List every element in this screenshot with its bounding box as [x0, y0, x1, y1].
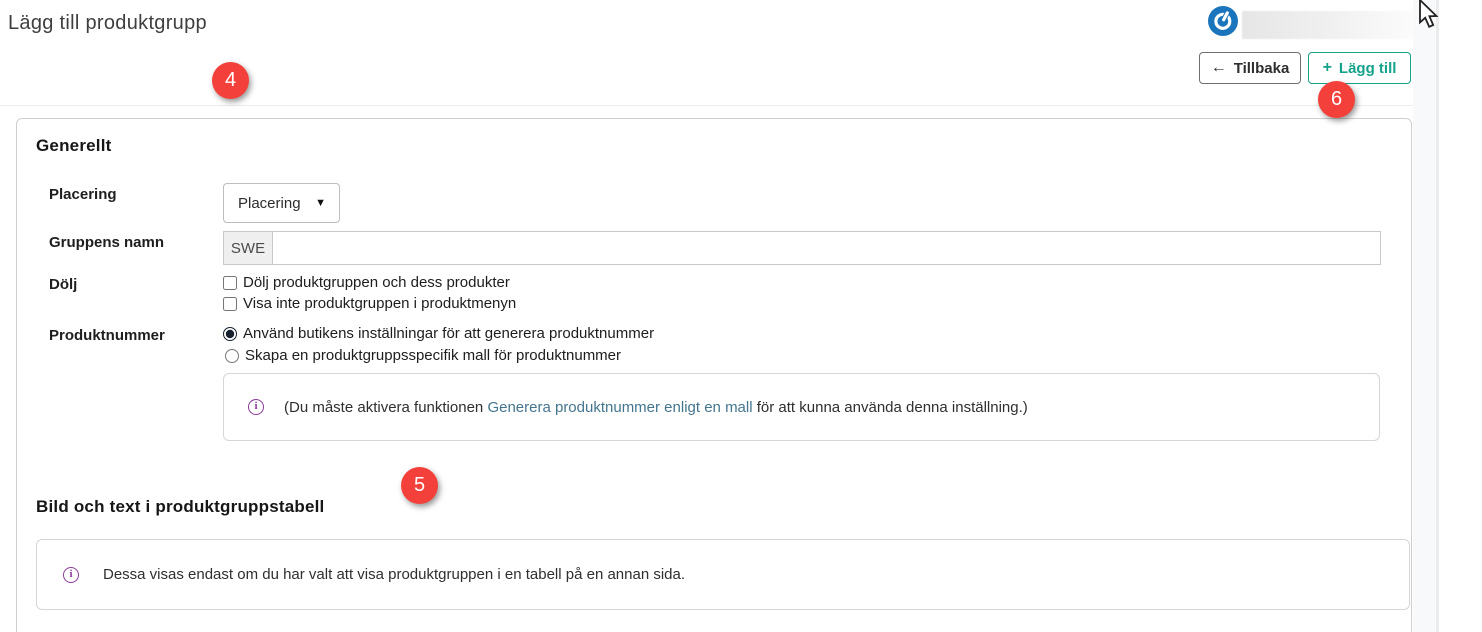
brand-power-logo-icon	[1208, 6, 1238, 36]
redacted-store-name	[1242, 11, 1415, 39]
dolj-label: Dölj	[49, 276, 78, 293]
mouse-cursor-icon	[1418, 0, 1444, 30]
plus-icon: +	[1322, 59, 1332, 76]
placering-label: Placering	[49, 186, 117, 203]
hide-group-checkbox[interactable]	[223, 276, 237, 290]
right-divider	[1436, 0, 1439, 632]
annotation-badge-5: 5	[401, 467, 438, 504]
info-icon: i	[63, 567, 79, 583]
group-template-radio-row[interactable]	[225, 347, 621, 364]
table-section-info-box	[36, 539, 1410, 610]
group-template-radio-label: Skapa en produktgruppsspecifik mall för produktnummer	[245, 347, 622, 364]
produktnummer-info-box	[223, 373, 1380, 441]
annotation-badge-4: 4	[212, 62, 249, 99]
language-prefix-badge: SWE	[224, 232, 273, 264]
back-button-label: Tillbaka	[1233, 59, 1290, 77]
page-title: Lägg till produktgrupp	[8, 12, 207, 34]
placering-dropdown[interactable]	[223, 183, 340, 223]
gruppens-namn-input-group	[223, 231, 1381, 265]
hide-in-menu-checkbox[interactable]	[223, 297, 237, 311]
hide-group-checkbox-label: Dölj produktgruppen och dess produkter	[243, 274, 510, 291]
chevron-down-icon: ▼	[315, 197, 326, 209]
hide-in-menu-checkbox-label: Visa inte produktgruppen i produktmenyn	[243, 295, 517, 312]
table-section-info-text: Dessa visas endast om du har valt att visa produktgruppen i en tabell på en annan sida.	[103, 566, 686, 583]
back-button[interactable]	[1199, 52, 1301, 84]
produktnummer-label: Produktnummer	[49, 327, 165, 344]
info-text-before: (Du måste aktivera funktionen	[284, 398, 488, 416]
add-button[interactable]	[1308, 52, 1411, 84]
hide-in-menu-checkbox-row[interactable]	[223, 295, 516, 312]
scrollbar-track[interactable]	[1413, 0, 1436, 632]
group-template-radio[interactable]	[225, 349, 239, 363]
hide-group-checkbox-row[interactable]	[223, 274, 510, 291]
store-settings-radio-label: Använd butikens inställningar för att generera produktnummer	[243, 325, 655, 342]
store-settings-radio-row[interactable]	[223, 325, 654, 342]
produktnummer-info-text	[284, 399, 1028, 416]
section-heading-generellt: Generellt	[36, 136, 112, 155]
info-text-after: för att kunna använda denna inställning.)	[752, 398, 1028, 416]
placering-dropdown-value: Placering	[238, 194, 301, 212]
info-icon: i	[248, 399, 264, 415]
store-settings-radio[interactable]	[223, 327, 237, 341]
annotation-badge-6: 6	[1318, 81, 1355, 118]
add-button-label: Lägg till	[1338, 59, 1397, 77]
product-group-form-card	[16, 118, 1412, 632]
gruppens-namn-label: Gruppens namn	[49, 234, 165, 251]
back-arrow-icon: ←	[1210, 59, 1227, 76]
generera-produktnummer-link[interactable]: Generera produktnummer enligt en mall	[487, 398, 753, 416]
gruppens-namn-input[interactable]	[273, 232, 1380, 264]
section-heading-bild-och-text: Bild och text i produktgruppstabell	[36, 497, 325, 516]
